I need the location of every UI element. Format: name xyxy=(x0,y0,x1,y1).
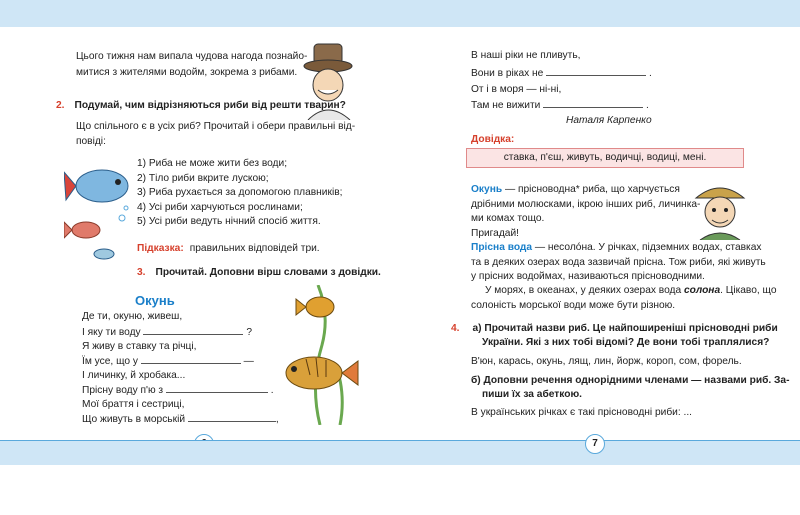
poem-line-7: Мої браття і сестриці, xyxy=(82,399,185,410)
blank[interactable] xyxy=(188,412,276,422)
blank[interactable] xyxy=(143,325,243,335)
perch-line-3: ми комах тощо. xyxy=(471,213,545,224)
boy-illustration xyxy=(690,180,750,240)
option-2: 2) Тіло риби вкрите лускою; xyxy=(137,173,269,184)
poem-line-3: Я живу в ставку та річці, xyxy=(82,341,197,352)
poem-line-1: Де ти, окуню, живеш, xyxy=(82,311,183,322)
page-number-right: 7 xyxy=(585,434,605,454)
task-3: 3. Прочитай. Доповни вірш словами з довідки. xyxy=(137,267,381,278)
poem-line-6: Прісну воду п'ю з . xyxy=(82,385,274,396)
task-4: 4. а) Прочитай назви риб. Це найпоширеніші прісноводні риби xyxy=(451,323,778,334)
bottom-band xyxy=(0,441,800,465)
last-sentence: В українських річках є такі прісноводні риби: ... xyxy=(471,407,693,418)
option-5: 5) Усі риби ведуть нічний спосіб життя. xyxy=(137,216,321,227)
poem-title: Окунь xyxy=(135,293,175,308)
option-4: 4) Усі риби харчуються рослинами; xyxy=(137,202,303,213)
fresh-line-2: та в деяких озерах вода зазвичай прісна. Тож риби, які живуть xyxy=(471,257,766,268)
option-3: 3) Риба рухається за допомогою плавників; xyxy=(137,187,343,198)
task-4b-line-2: пиши їх за абеткою. xyxy=(482,389,582,400)
reference-words: ставка, п'єш, живуть, водичці, водиці, мені. xyxy=(466,148,744,168)
fish-names: В'юн, карась, окунь, лящ, лин, йорж, короп, сом, форель. xyxy=(471,356,742,367)
intro-line-1: Цього тижня нам випала чудова нагода познайо- xyxy=(76,51,308,62)
top-band xyxy=(0,0,800,27)
poem-author: Наталя Карпенко xyxy=(566,115,652,126)
right-poem-line-4: Там не вижити . xyxy=(471,100,649,111)
reference-label: Довідка: xyxy=(471,134,515,145)
task-4a-line-2: України. Які з них тобі відомі? Де вони тобі траплялися? xyxy=(482,337,770,348)
perch-line-2: дрібними молюсками, ікрою інших риб, личинка- xyxy=(471,199,701,210)
right-poem-line-2: Вони в ріках не . xyxy=(471,68,652,79)
task-2: 2. Подумай, чим відрізняються риби від решти тварин? xyxy=(56,100,346,111)
sea-line-2: солоність морської води може бути різною. xyxy=(471,300,676,311)
poem-line-8: Що живуть в морській , xyxy=(82,414,279,425)
hint: Підказка: правильних відповідей три. xyxy=(137,243,320,254)
fresh-line-1: Прісна вода — несолóна. У річках, підземних водах, ставках xyxy=(471,242,762,253)
blank[interactable] xyxy=(141,354,241,364)
fresh-line-3: у прісних водоймах, називаються прісноводними. xyxy=(471,271,705,282)
poem-line-2: І яку ти воду ? xyxy=(82,327,252,338)
blank[interactable] xyxy=(166,383,268,393)
blank[interactable] xyxy=(546,66,646,76)
question-line-2: повіді: xyxy=(76,136,106,147)
option-1: 1) Риба не може жити без води; xyxy=(137,158,288,169)
right-poem-line-3: От і в моря — ні-ні, xyxy=(471,84,562,95)
remember-label: Пригадай! xyxy=(471,228,519,239)
question-line-1: Що спільного є в усіх риб? Прочитай і обери правильні від- xyxy=(76,121,356,132)
sea-line-1: У морях, в океанах, у деяких озерах вода солона. Цікаво, що xyxy=(485,285,777,296)
perch-illustration xyxy=(280,285,360,425)
fish-illustration-left xyxy=(64,158,134,268)
poem-line-5: І личинку, й хробака... xyxy=(82,370,186,381)
right-poem-line-1: В наші ріки не пливуть, xyxy=(471,50,581,61)
perch-line-1: Окунь — прісноводна* риба, що харчується xyxy=(471,184,680,195)
poem-line-4: Їм усе, що у — xyxy=(82,356,254,367)
task-4b-line-1: б) Доповни речення однорідними членами — назвами риб. За- xyxy=(471,375,790,386)
intro-line-2: митися з жителями водойм, зокрема з рибами. xyxy=(76,67,298,78)
blank[interactable] xyxy=(543,98,643,108)
